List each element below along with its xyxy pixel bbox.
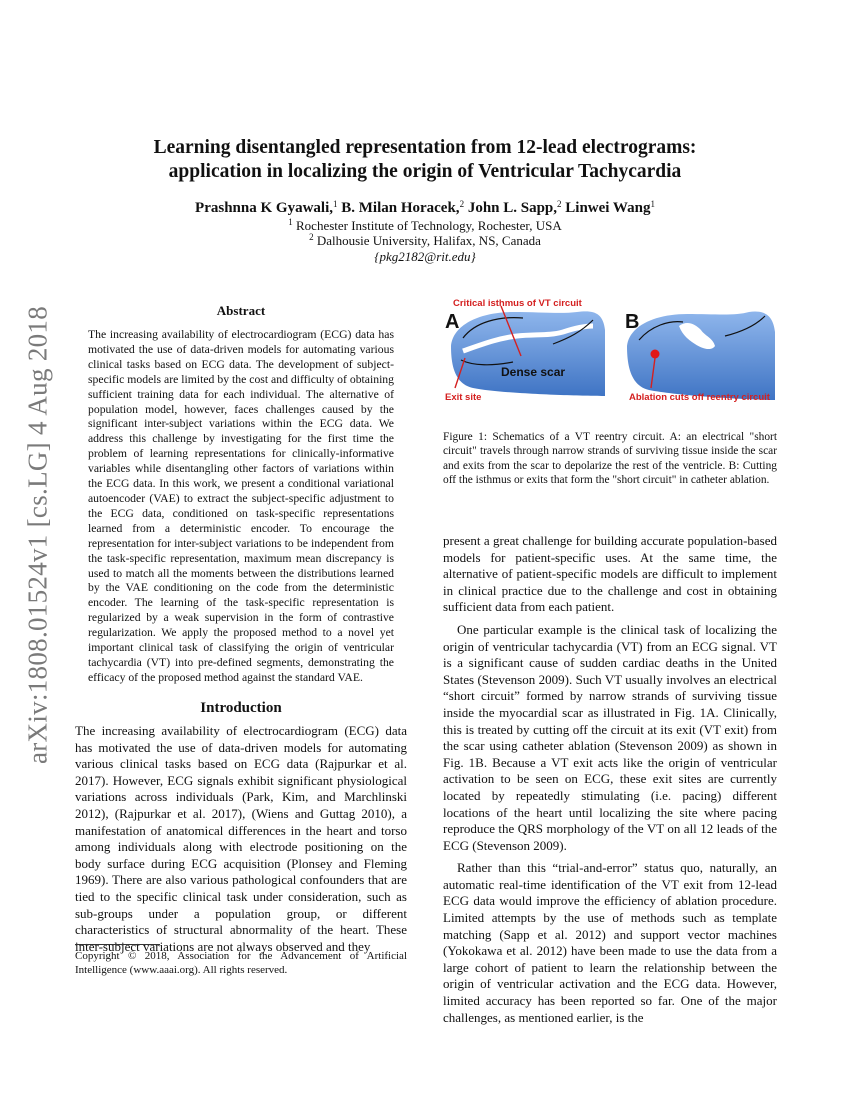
footnote-rule <box>75 944 160 945</box>
copyright-footnote: Copyright © 2018, Association for the Advancement of Artificial Intelligence (www.aaai.org). All rights reserved. <box>75 950 407 976</box>
author-email: {pkg2182@rit.edu} <box>374 249 476 264</box>
paragraph-continuation: present a great challenge for building accurate population-based models for patient-specific uses. At the same time, the alternative of patient-specific models are difficult to implement in clinical practice due to the challenge and cost in obtaining sufficient data from each patient. <box>443 533 777 615</box>
paragraph-vt-example: One particular example is the clinical task of localizing the origin of ventricular tachycardia (VT) from an ECG signal. VT is a significant cause of sudden cardiac deaths in the United States (Stevenson 2009). Such VT usually involves an electrical “short circuit” formed by narrow strands of surviving tissue inside the myocardial scar as illustrated in Fig. 1A. Clinically, this is treated by cutting off the circuit at its exit (VT exit) from the scar using catheter ablation (Stevenson 2009) as shown in Fig. 1B. Because a VT exit acts like the origin of ventricular activation to be seen on ECG, these exit sites are currently located by repeatedly stimulating (i.e. pacing) different locations of the heart until localizing the site where pacing reproduce the QRS morphology of the VT on all 12 leads of the ECG (Stevenson 2009). <box>443 621 777 853</box>
author-name: B. Milan Horacek, <box>341 200 460 216</box>
introduction-text: The increasing availability of electrocardiogram (ECG) data has motivated the use of data-driven models for automating various clinical tasks based on ECG data (Rajpurkar et al. 2017). However, ECG signals exhibit significant physiological variations across individuals (Park, Kim, and Marchlinski 2012), (Rajpurkar et al. 2017), (Wiens and Guttag 2010), a manifestation of anatomical differences in the heart and torso among individuals along with electrode positioning on the body surface during ECG acquisition (Plonsey and Fleming 1969). There are also various pathological confounders that are tied to the specific clinical task under consideration, such as sub-groups under a population group, or different characteristics of structural abnormality of the heart. These inter-subject variations are not always observed and they <box>75 723 407 954</box>
figure-vt-reentry-schematic <box>443 296 777 408</box>
arxiv-identifier: arXiv:1808.01524v1 [cs.LG] 4 Aug 2018 <box>22 305 53 765</box>
label-dense-scar: Dense scar <box>501 365 566 379</box>
panel-a-letter: A <box>445 311 460 333</box>
author-list <box>100 200 750 217</box>
label-ablation-cut: Ablation cuts off reentry circuit <box>629 392 770 403</box>
panel-b-letter: B <box>625 311 640 333</box>
title-line-1: Learning disentangled representation from 12-lead electrograms: <box>153 137 697 158</box>
affiliation-2-text: Dalhousie University, Halifax, NS, Canada <box>316 233 541 248</box>
caption-text: Schematics of a VT reentry circuit. A: an electrical "short circuit" travels through narrow strands of surviving tissue inside the scar and exits from the scar to depolarize the rest of the ventricle. B: Cutting off the isthmus or exits that form the "short circuit" in catheter ablation. <box>443 431 777 486</box>
author-name: John L. Sapp, <box>467 200 558 216</box>
affiliation-1-mark: 1 <box>288 217 293 227</box>
label-exit-site: Exit site <box>445 392 482 403</box>
author-name: Linwei Wang <box>565 200 651 216</box>
author-affiliation-mark: 1 <box>650 199 655 209</box>
author-affiliation-mark: 2 <box>459 199 465 209</box>
caption-prefix: Figure 1: <box>443 431 487 443</box>
paragraph-status-quo: Rather than this “trial-and-error” status quo, naturally, an automatic real-time identification of the VT exit from 12-lead ECG data would improve the efficiency of ablation procedure. Limited attempts by the use of methods such as template matching (Sapp et al. 2012) and support vector machines (Yokokawa et al. 2012) have been made to use the data from a large cohort of patient to learn the relationship between the origin of ventricular activation and the ECG data. However, limited accuracy has been reported so far. One of the major challenges, as mentioned earlier, is the <box>443 860 777 1025</box>
affiliation-1-text: Rochester Institute of Technology, Rochester, USA <box>296 218 562 233</box>
right-column-text <box>443 533 777 1026</box>
figure-1-caption <box>443 430 777 487</box>
label-critical-isthmus: Critical isthmus of VT circuit <box>453 298 582 309</box>
affiliation-2 <box>100 233 750 249</box>
arxiv-sidebar <box>10 295 66 775</box>
title-line-2: application in localizing the origin of Ventricular Tachycardia <box>168 161 682 182</box>
affiliation-2-mark: 2 <box>309 232 314 242</box>
abstract-heading: Abstract <box>216 303 266 318</box>
paper-title <box>100 136 750 184</box>
author-affiliation-mark: 1 <box>332 199 338 209</box>
panel-a-scar-shape <box>451 311 605 396</box>
introduction-heading: Introduction <box>200 700 282 716</box>
panel-b-ablation-point <box>651 350 660 359</box>
author-name: Prashnna K Gyawali, <box>195 200 333 216</box>
author-affiliation-mark: 2 <box>557 199 562 209</box>
abstract-text: The increasing availability of electrocardiogram (ECG) data has motivated the use of data-driven models for automating various clinical tasks based on ECG data. The development of subject-specific models are limited by the cost and difficulty of obtaining sufficient training data for each individual. The alternative of population model, however, faces challenges caused by the significant inter-subject variations within the ECG data. We address this challenge by investigating for the first time the problem of learning representations for clinically-informative variables while disentangling other factors of variations within the ECG data. In this work, we present a conditional variational autoencoder (VAE) to extract the subject-specific adjustment to the ECG data, conditioned on task-specific representations learned from a deterministic encoder. To encourage the representation for inter-subject variations to be independent from the task-specific representation, maximum mean discrepancy is used to match all the moments between the distributions learned by the VAE conditioning on the code from the deterministic encoder. The learning of the task-specific representation is regularized by a weak supervision in the form of contrastive regularization. We apply the proposed method to a novel yet important clinical task of classifying the origin of ventricular tachycardia (VT) into pre-defined segments, demonstrating the efficacy of the proposed method against the standard VAE. <box>88 328 394 684</box>
affiliation-1 <box>100 218 750 234</box>
